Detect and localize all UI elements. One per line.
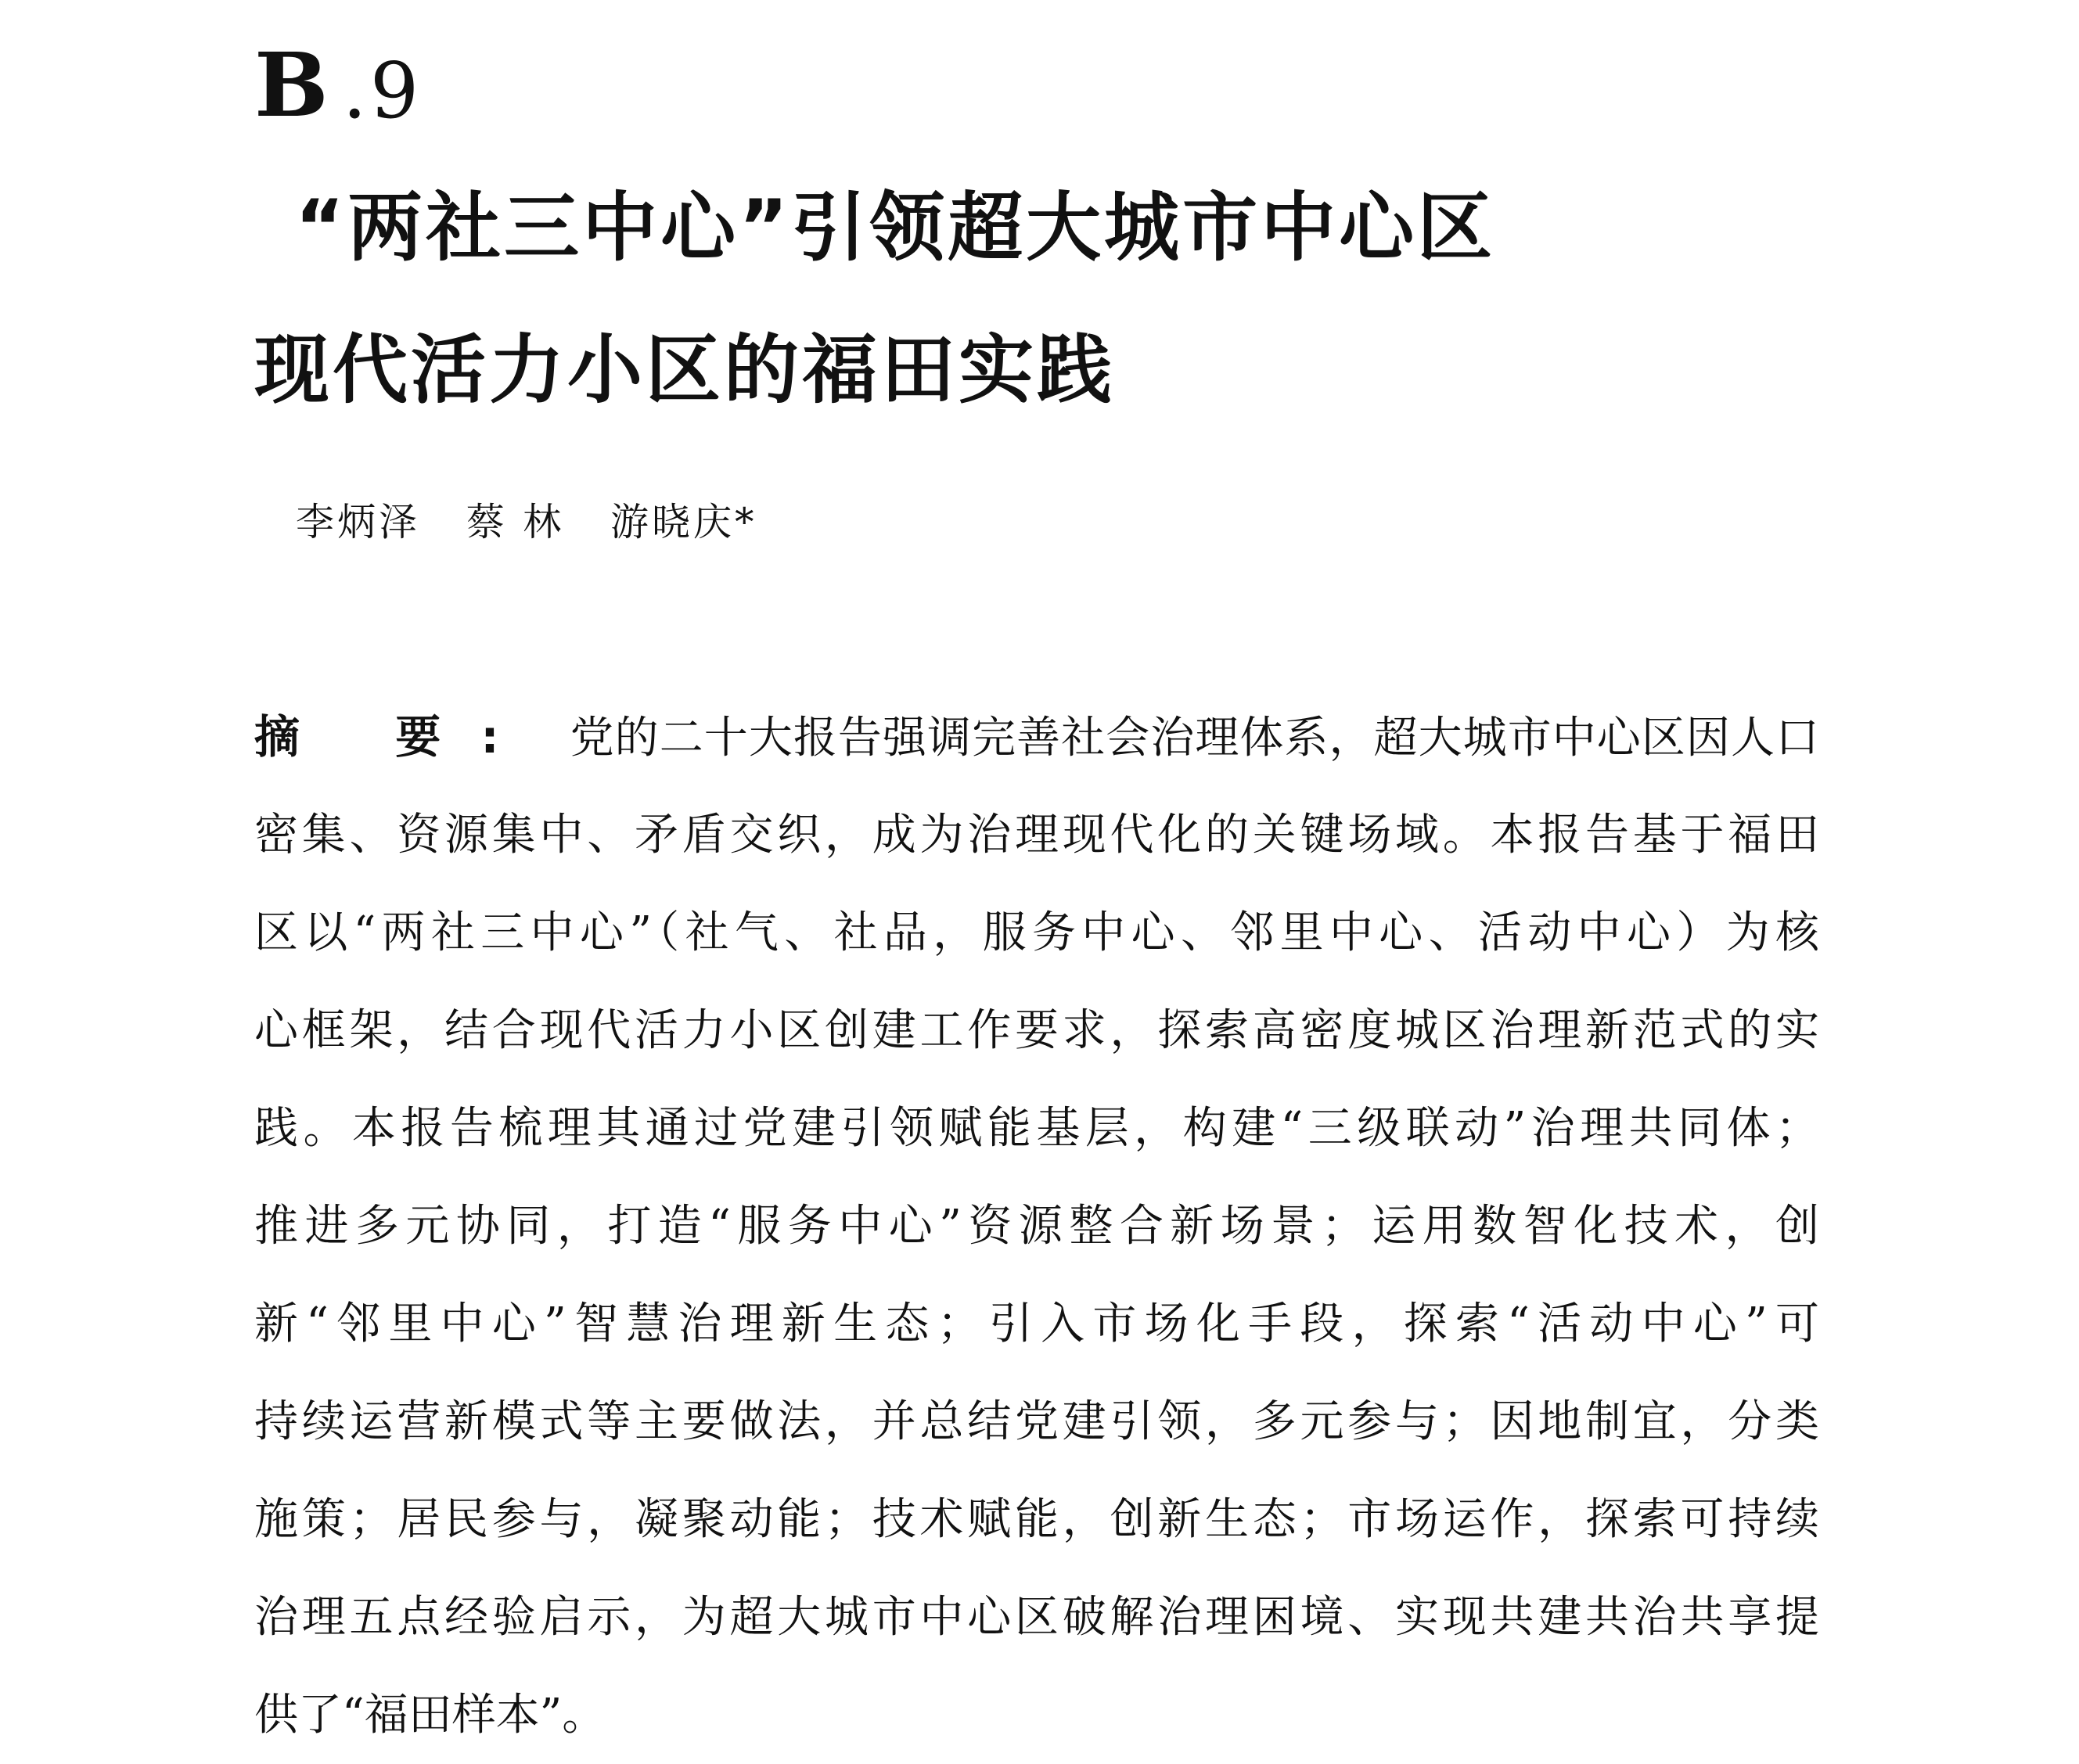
- abstract-line: 心框架，结合现代活力小区创建工作要求，探索高密度城区治理新范式的实: [254, 1005, 1819, 1056]
- chapter-index: .9: [342, 47, 423, 136]
- authors: 李炳泽 蔡 林 游晓庆*: [296, 500, 757, 544]
- abstract-line: 推进多元协同，打造“服务中心”资源整合新场景；运用数智化技术，创: [254, 1201, 1819, 1252]
- chapter-letter: B: [254, 34, 329, 137]
- abstract-line: 区以“两社三中心”（社气、社品，服务中心、邻里中心、活动中心）为核: [254, 907, 1819, 958]
- abstract-line: 践。本报告梳理其通过党建引领赋能基层，构建“三级联动”治理共同体；: [254, 1103, 1819, 1154]
- abstract-label: 摘 要:: [254, 710, 499, 763]
- abstract-line: 施策；居民参与，凝聚动能；技术赋能，创新生态；市场运作，探索可持续: [254, 1494, 1819, 1545]
- article-title: [254, 156, 1819, 441]
- abstract-line: 持续运营新模式等主要做法，并总结党建引领，多元参与；因地制宜，分类: [254, 1396, 1819, 1447]
- abstract-line: 摘 要: 党的二十大报告强调完善社会治理体系，超大城市中心区因人口: [254, 710, 1820, 763]
- title-line-1: “两社三中心”引领超大城市中心区: [295, 184, 1496, 271]
- title-line-2: 现代活力小区的福田实践: [254, 326, 1115, 414]
- abstract-line: 新“邻里中心”智慧治理新生态；引入市场化手段，探索“活动中心”可: [254, 1299, 1819, 1349]
- abstract: [254, 688, 1819, 1764]
- abstract-line: 供了“福田样本”。: [254, 1690, 606, 1741]
- abstract-line: 治理五点经验启示，为超大城市中心区破解治理困境、实现共建共治共享提: [254, 1592, 1819, 1643]
- chapter-number: [254, 28, 423, 137]
- abstract-line: 密集、资源集中、矛盾交织，成为治理现代化的关键场域。本报告基于福田: [254, 810, 1819, 860]
